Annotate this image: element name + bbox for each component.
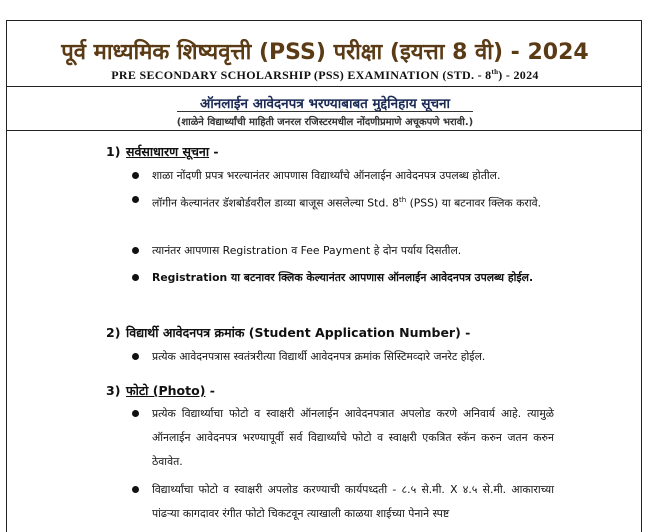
list-item: प्रत्येक विद्यार्थ्याचा फोटो व स्वाक्षरी ऑनलाईन आवेदनपत्रात अपलोड करणे अनिवार्य आहे. त्यामुळे ऑनलाईन आवेदनपत्र भरण्यापूर्वी सर्व विद्यार्थ्यांचे फोटो व स्वाक्षरी एकत्रित स्कॅन करुन जतन करुन ठेवावेत. <box>152 402 554 474</box>
bullet-icon <box>132 196 139 203</box>
notice-title-underline <box>177 111 473 112</box>
list-item: Registration या बटनावर क्लिक केल्यानंतर आपणास ऑनलाईन आवेदनपत्र उपलब्ध होईल. <box>152 266 554 290</box>
section-1-heading: 1) सर्वसाधारण सूचना - <box>106 144 219 159</box>
list-item: शाळा नोंदणी प्रपत्र भरल्यानंतर आपणास विद्यार्थ्यांचे ऑनलाईन आवेदनपत्र उपलब्ध होतील. <box>152 164 554 188</box>
list-item: प्रत्येक आवेदनपत्रास स्वतंत्ररीत्या विद्यार्थी आवेदनपत्र क्रमांक सिस्टिमव्दारे जनरेट होईल. <box>152 345 554 369</box>
bullet-icon <box>132 353 139 360</box>
list-item: त्यानंतर आपणास Registration व Fee Payment हे दोन पर्याय दिसतील. <box>152 239 554 263</box>
bullet-icon <box>132 247 139 254</box>
list-item: लॉगीन केल्यानंतर डॅशबोर्डवरील डाव्या बाजूस असलेल्या Std. 8th (PSS) या बटनावर क्लिक करावे. <box>152 188 554 216</box>
bullet-icon <box>132 172 139 179</box>
section-3-heading: 3) फोटो (Photo) - <box>106 383 215 398</box>
section-2-heading: 2) विद्यार्थी आवेदनपत्र क्रमांक (Student Application Number) - <box>106 325 471 340</box>
title-marathi: पूर्व माध्यमिक शिष्यवृत्ती (PSS) परीक्षा (इयत्ता 8 वी) - 2024 <box>61 40 589 65</box>
bullet-icon <box>132 410 139 417</box>
bullet-icon <box>132 274 139 281</box>
list-item: विद्यार्थ्यांचा फोटो व स्वाक्षरी अपलोड करण्याची कार्यपध्दती - ८.५ से.मी. X ४.५ से.मी. आकाराच्या पांढऱ्या कागदावर रंगीत फोटो चिकटवून त्याखाली काळया शाईच्या पेनाने स्पष्ट <box>152 478 554 526</box>
header-divider <box>6 86 642 87</box>
notice-title: ऑनलाईन आवेदनपत्र भरण्याबाबत मुद्देनिहाय सूचना <box>199 96 451 112</box>
title-english: PRE SECONDARY SCHOLARSHIP (PSS) EXAMINATION (STD. - 8th) - 2024 <box>111 68 539 82</box>
bullet-icon <box>132 486 139 493</box>
notice-divider <box>6 130 642 131</box>
notice-subtitle: (शाळेने विद्यार्थ्यांची माहिती जनरल रजिस्टरमधील नोंदणीप्रमाणे अचूकपणे भरावी.) <box>176 117 474 128</box>
